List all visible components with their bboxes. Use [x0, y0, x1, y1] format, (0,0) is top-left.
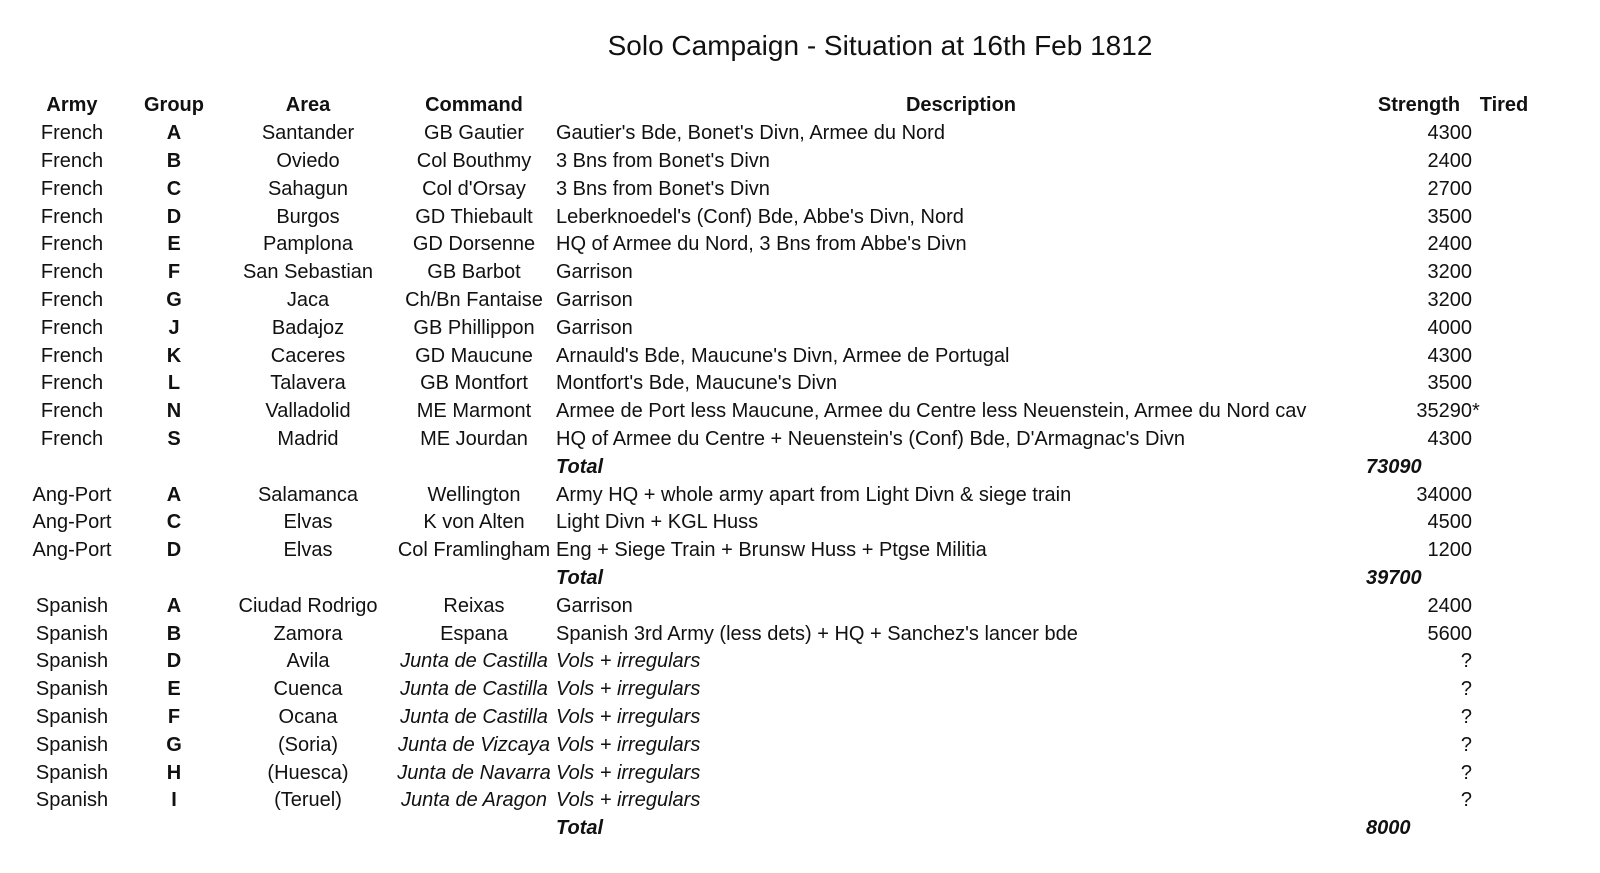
army-cell: French: [40, 149, 104, 172]
tired-cell: [1472, 259, 1536, 287]
tired-cell: [1472, 620, 1536, 648]
total-label: Total: [556, 817, 604, 840]
army-cell: French: [40, 233, 104, 256]
command-cell: GD Thiebault: [415, 205, 533, 228]
group-cell: F: [167, 705, 181, 728]
description-cell: Garrison: [556, 288, 633, 311]
strength-cell: 5600: [1427, 622, 1472, 645]
army-cell: Spanish: [35, 705, 109, 728]
table-row: [20, 676, 1536, 704]
page-title: Solo Campaign - Situation at 16th Feb 1812: [607, 30, 1153, 61]
tired-cell: [1472, 148, 1536, 176]
strength-cell: 2400: [1427, 149, 1472, 172]
army-cell: Spanish: [35, 789, 109, 812]
table-row: [20, 370, 1536, 398]
area-cell: Talavera: [270, 372, 346, 395]
column-header-area: Area: [285, 94, 331, 117]
group-cell: K: [166, 344, 182, 367]
table-row: [20, 509, 1536, 537]
table-row: [20, 787, 1536, 815]
table-row: [20, 731, 1536, 759]
column-header-group: Group: [144, 94, 204, 117]
empty-cell: [392, 453, 556, 481]
empty-cell: [124, 565, 224, 593]
command-cell: GB Montfort: [420, 372, 528, 395]
area-cell: (Soria): [277, 733, 338, 756]
strength-cell: ?: [1460, 733, 1472, 756]
command-cell: GB Barbot: [427, 261, 521, 284]
column-header-strength: Strength: [1377, 94, 1461, 117]
description-cell: Garrison: [556, 594, 633, 617]
group-cell: D: [166, 539, 182, 562]
description-cell: 3 Bns from Bonet's Divn: [556, 177, 770, 200]
command-cell: Col Framlingham: [397, 539, 551, 562]
table-row: [20, 342, 1536, 370]
area-cell: Avila: [286, 650, 330, 673]
group-cell: H: [166, 761, 182, 784]
group-cell: F: [167, 261, 181, 284]
description-cell: Vols + irregulars: [556, 789, 701, 812]
table-row: [20, 259, 1536, 287]
area-cell: Madrid: [277, 427, 339, 450]
army-cell: Ang-Port: [32, 511, 112, 534]
strength-cell: 4300: [1427, 122, 1472, 145]
army-cell: Spanish: [35, 678, 109, 701]
army-cell: French: [40, 427, 104, 450]
column-header-description: Description: [905, 94, 1017, 117]
strength-cell: ?: [1460, 650, 1472, 673]
description-cell: Vols + irregulars: [556, 761, 701, 784]
description-cell: Army HQ + whole army apart from Light Divn & siege train: [556, 483, 1072, 506]
army-cell: Spanish: [35, 622, 109, 645]
command-cell: Col d'Orsay: [422, 177, 526, 200]
group-cell: C: [166, 177, 182, 200]
group-cell: D: [166, 205, 182, 228]
army-cell: French: [40, 316, 104, 339]
tired-cell: [1472, 592, 1536, 620]
description-cell: 3 Bns from Bonet's Divn: [556, 149, 770, 172]
table-body: [20, 120, 1536, 843]
total-label: Total: [556, 566, 604, 589]
table-row: [20, 314, 1536, 342]
group-cell: A: [166, 594, 182, 617]
army-cell: French: [40, 122, 104, 145]
header-row: [20, 92, 1536, 120]
strength-cell: 1200: [1427, 539, 1472, 562]
group-cell: E: [167, 678, 181, 701]
army-cell: Ang-Port: [32, 539, 112, 562]
empty-cell: [20, 565, 124, 593]
command-cell: Junta de Vizcaya: [398, 733, 550, 756]
empty-cell: [224, 453, 392, 481]
tired-cell: [1472, 509, 1536, 537]
command-cell: K von Alten: [423, 511, 525, 534]
area-cell: Elvas: [283, 511, 333, 534]
command-cell: Ch/Bn Fantaise: [405, 288, 543, 311]
description-cell: Spanish 3rd Army (less dets) + HQ + Sanchez's lancer bde: [556, 622, 1078, 645]
description-cell: Leberknoedel's (Conf) Bde, Abbe's Divn, Nord: [556, 205, 964, 228]
total-row: [20, 453, 1536, 481]
description-cell: Vols + irregulars: [556, 733, 701, 756]
army-cell: French: [40, 344, 104, 367]
tired-cell: [1472, 287, 1536, 315]
tired-cell: [1472, 537, 1536, 565]
description-cell: Armee de Port less Maucune, Armee du Centre less Neuenstein, Armee du Nord cav: [556, 400, 1307, 423]
area-cell: Zamora: [273, 622, 343, 645]
total-value: 39700: [1366, 566, 1422, 589]
command-cell: Junta de Aragon: [400, 789, 548, 812]
command-cell: GB Gautier: [423, 122, 525, 145]
tired-cell: *: [1472, 400, 1480, 423]
command-cell: Junta de Navarra: [397, 761, 551, 784]
area-cell: (Teruel): [274, 789, 342, 812]
strength-cell: ?: [1460, 705, 1472, 728]
group-cell: C: [166, 511, 182, 534]
tired-cell: [1472, 342, 1536, 370]
area-cell: Oviedo: [276, 149, 340, 172]
group-cell: J: [168, 316, 180, 339]
command-cell: GD Maucune: [415, 344, 533, 367]
area-cell: (Huesca): [267, 761, 349, 784]
table-row: [20, 481, 1536, 509]
tired-cell: [1472, 787, 1536, 815]
total-label: Total: [556, 455, 604, 478]
table-row: [20, 287, 1536, 315]
empty-cell: [224, 815, 392, 843]
area-cell: Sahagun: [267, 177, 349, 200]
strength-cell: ?: [1460, 678, 1472, 701]
total-value: 73090: [1366, 455, 1422, 478]
group-cell: E: [167, 233, 181, 256]
empty-cell: [392, 565, 556, 593]
command-cell: ME Jourdan: [420, 427, 528, 450]
tired-cell: [1472, 426, 1536, 454]
area-cell: Salamanca: [257, 483, 359, 506]
description-cell: Gautier's Bde, Bonet's Divn, Armee du Nord: [556, 122, 945, 145]
area-cell: Caceres: [270, 344, 346, 367]
command-cell: GB Phillippon: [413, 316, 535, 339]
strength-cell: 3500: [1427, 372, 1472, 395]
strength-cell: 2400: [1427, 594, 1472, 617]
group-cell: N: [166, 400, 182, 423]
description-cell: Light Divn + KGL Huss: [556, 511, 759, 534]
group-cell: A: [166, 483, 182, 506]
group-cell: A: [166, 122, 182, 145]
group-cell: B: [166, 622, 182, 645]
strength-cell: 4300: [1427, 427, 1472, 450]
table-row: [20, 537, 1536, 565]
area-cell: Burgos: [276, 205, 340, 228]
strength-cell: 3500: [1427, 205, 1472, 228]
army-cell: Spanish: [35, 733, 109, 756]
empty-cell: [20, 815, 124, 843]
tired-cell: [1472, 203, 1536, 231]
table-row: [20, 592, 1536, 620]
army-cell: Spanish: [35, 650, 109, 673]
table-row: [20, 704, 1536, 732]
table-row: [20, 759, 1536, 787]
area-cell: Badajoz: [271, 316, 345, 339]
army-cell: Spanish: [35, 761, 109, 784]
table-row: [20, 648, 1536, 676]
tired-cell: [1472, 704, 1536, 732]
campaign-table: [20, 92, 1536, 843]
empty-cell: [124, 815, 224, 843]
command-cell: Junta de Castilla: [400, 678, 548, 701]
empty-cell: [124, 453, 224, 481]
table-row: [20, 175, 1536, 203]
description-cell: HQ of Armee du Centre + Neuenstein's (Conf) Bde, D'Armagnac's Divn: [556, 427, 1185, 450]
total-row: [20, 565, 1536, 593]
command-cell: Junta de Castilla: [400, 650, 548, 673]
tired-cell: [1472, 120, 1536, 148]
tired-cell: [1472, 231, 1536, 259]
description-cell: Garrison: [556, 261, 633, 284]
group-cell: D: [166, 650, 182, 673]
strength-cell: 2700: [1427, 177, 1472, 200]
tired-cell: [1472, 759, 1536, 787]
command-cell: Col Bouthmy: [416, 149, 532, 172]
table-row: [20, 120, 1536, 148]
empty-cell: [392, 815, 556, 843]
strength-cell: 35290: [1416, 400, 1472, 423]
empty-cell: [20, 453, 124, 481]
tired-cell: [1472, 648, 1536, 676]
area-cell: Valladolid: [265, 400, 351, 423]
area-cell: Pamplona: [262, 233, 354, 256]
army-cell: French: [40, 372, 104, 395]
table-row: [20, 426, 1536, 454]
strength-cell: 3200: [1427, 288, 1472, 311]
command-cell: GD Dorsenne: [412, 233, 536, 256]
command-cell: Junta de Castilla: [400, 705, 548, 728]
army-cell: French: [40, 400, 104, 423]
table-row: [20, 203, 1536, 231]
command-cell: Reixas: [443, 594, 505, 617]
army-cell: Spanish: [35, 594, 109, 617]
empty-cell: [224, 565, 392, 593]
army-cell: French: [40, 288, 104, 311]
strength-cell: 3200: [1427, 261, 1472, 284]
area-cell: Elvas: [283, 539, 333, 562]
strength-cell: 4300: [1427, 344, 1472, 367]
area-cell: Ocana: [278, 705, 338, 728]
tired-cell: [1472, 731, 1536, 759]
area-cell: San Sebastian: [242, 261, 374, 284]
army-cell: French: [40, 261, 104, 284]
total-row: [20, 815, 1536, 843]
strength-cell: ?: [1460, 789, 1472, 812]
column-header-army: Army: [46, 94, 98, 117]
tired-cell: [1472, 481, 1536, 509]
group-cell: I: [171, 789, 177, 812]
group-cell: S: [167, 427, 181, 450]
tired-cell: [1472, 370, 1536, 398]
tired-cell: [1472, 175, 1536, 203]
description-cell: Garrison: [556, 316, 633, 339]
strength-cell: 34000: [1416, 483, 1472, 506]
strength-cell: 4500: [1427, 511, 1472, 534]
group-cell: B: [166, 149, 182, 172]
table-row: [20, 231, 1536, 259]
description-cell: Vols + irregulars: [556, 678, 701, 701]
army-cell: Ang-Port: [32, 483, 112, 506]
area-cell: Santander: [261, 122, 355, 145]
command-cell: Wellington: [427, 483, 521, 506]
table-row: [20, 620, 1536, 648]
strength-cell: 4000: [1427, 316, 1472, 339]
description-cell: Eng + Siege Train + Brunsw Huss + Ptgse Militia: [556, 539, 987, 562]
army-cell: French: [40, 177, 104, 200]
army-cell: French: [40, 205, 104, 228]
description-cell: Montfort's Bde, Maucune's Divn: [556, 372, 838, 395]
group-cell: G: [166, 288, 182, 311]
group-cell: G: [166, 733, 182, 756]
description-cell: Vols + irregulars: [556, 650, 701, 673]
group-cell: L: [167, 372, 181, 395]
area-cell: Jaca: [286, 288, 330, 311]
command-cell: Espana: [440, 622, 508, 645]
total-value: 8000: [1366, 817, 1411, 840]
strength-cell: 2400: [1427, 233, 1472, 256]
strength-cell: ?: [1460, 761, 1472, 784]
tired-cell: [1472, 314, 1536, 342]
description-cell: Arnauld's Bde, Maucune's Divn, Armee de Portugal: [556, 344, 1010, 367]
tired-cell: [1472, 676, 1536, 704]
column-header-tired: Tired: [1479, 94, 1529, 117]
description-cell: HQ of Armee du Nord, 3 Bns from Abbe's Divn: [556, 233, 967, 256]
table-row: [20, 148, 1536, 176]
column-header-command: Command: [425, 94, 523, 117]
description-cell: Vols + irregulars: [556, 705, 701, 728]
area-cell: Ciudad Rodrigo: [238, 594, 378, 617]
area-cell: Cuenca: [273, 678, 343, 701]
table-row: [20, 398, 1536, 426]
command-cell: ME Marmont: [416, 400, 532, 423]
